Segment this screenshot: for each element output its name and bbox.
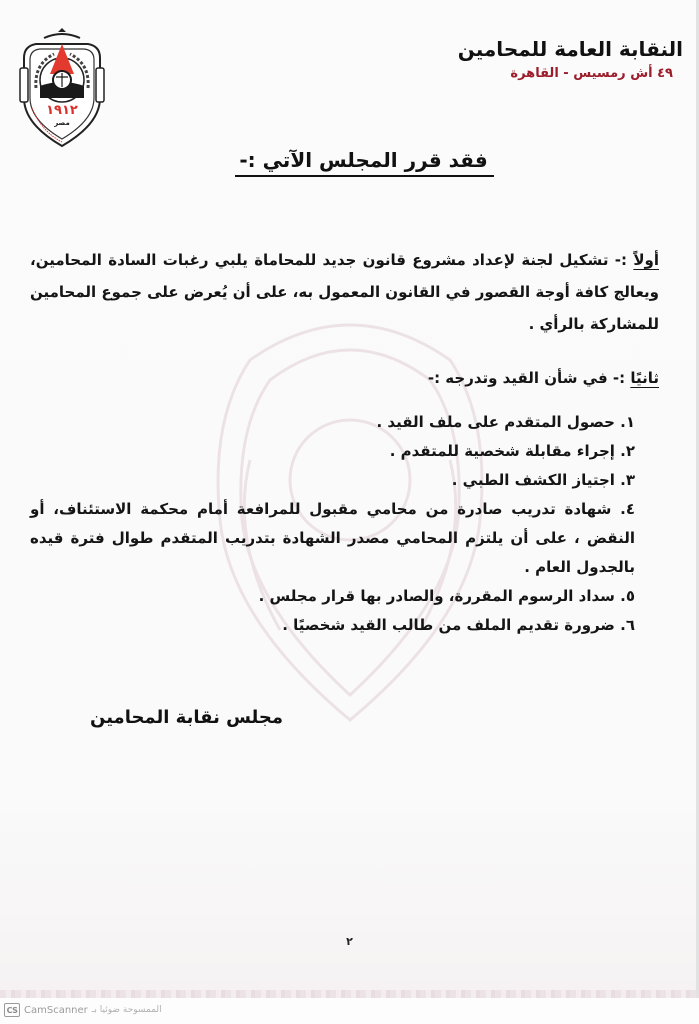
section-first	[30, 244, 659, 340]
section-second-label: ثانيًا	[630, 369, 659, 387]
requirements-list	[30, 408, 659, 640]
list-item-text: شهادة تدريب صادرة من محامي مقبول للمرافعة أمام محكمة الاستئناف، أو النقض ، على أن يلتزم المحامي مصدر الشهادة بتدريب المتقدم طوال فترة قيده بالجدول العام .	[30, 500, 635, 576]
list-item-number: ٢.	[620, 442, 635, 460]
list-item-number: ١.	[620, 413, 635, 431]
list-item-number: ٥.	[620, 587, 635, 605]
list-item	[30, 611, 635, 640]
list-item	[30, 437, 635, 466]
camscanner-brand: CamScanner	[24, 1004, 88, 1016]
page-number: ٢	[346, 935, 353, 948]
list-item-text: ضرورة تقديم الملف من طالب القيد شخصيًا .	[282, 616, 615, 634]
signature-block: مجلس نقابة المحامين	[90, 707, 284, 728]
page-title	[0, 145, 699, 177]
list-item-text: اجتياز الكشف الطبي .	[451, 471, 615, 489]
scanned-by-label: الممسوحة ضوئيا بـ	[91, 1005, 162, 1015]
letterhead	[458, 36, 683, 84]
organization-address: ٤٩ أش رمسيس - القاهرة	[510, 66, 673, 81]
syndicate-logo-icon	[14, 28, 110, 150]
svg-text:١٩١٢: ١٩١٢	[46, 103, 78, 118]
list-item	[30, 408, 635, 437]
list-item-number: ٣.	[620, 471, 635, 489]
camscanner-logo-icon: CS	[4, 1003, 20, 1017]
list-item	[30, 466, 635, 495]
section-first-text: :- تشكيل لجنة لإعداد مشروع قانون جديد للمحاماة يلبي رغبات السادة المحامين، ويعالج كافة أوجة القصور في القانون المعمول به، على أن يُعرض على جموع المحامين للمشاركة بالرأي .	[29, 251, 659, 333]
section-second	[30, 362, 659, 394]
svg-text:مصر: مصر	[54, 119, 70, 127]
list-item-number: ٦.	[620, 616, 635, 634]
list-item-number: ٤.	[620, 500, 635, 518]
organization-name: النقابة العامة للمحامين	[457, 37, 683, 61]
page-edge	[0, 990, 699, 998]
section-first-label: أولاً	[633, 251, 659, 269]
decision-heading: فقد قرر المجلس الآتي :-	[235, 145, 493, 177]
section-second-text: :- في شأن القيد وتدرجه :-	[427, 369, 626, 387]
decision-body	[30, 244, 659, 640]
list-item-text: سداد الرسوم المقررة، والصادر بها قرار مجلس .	[258, 587, 615, 605]
list-item-text: إجراء مقابلة شخصية للمتقدم .	[389, 442, 615, 460]
list-item-text: حصول المتقدم على ملف القيد .	[376, 413, 615, 431]
scanner-footer	[4, 1003, 162, 1017]
list-item	[30, 582, 635, 611]
list-item	[30, 495, 635, 582]
